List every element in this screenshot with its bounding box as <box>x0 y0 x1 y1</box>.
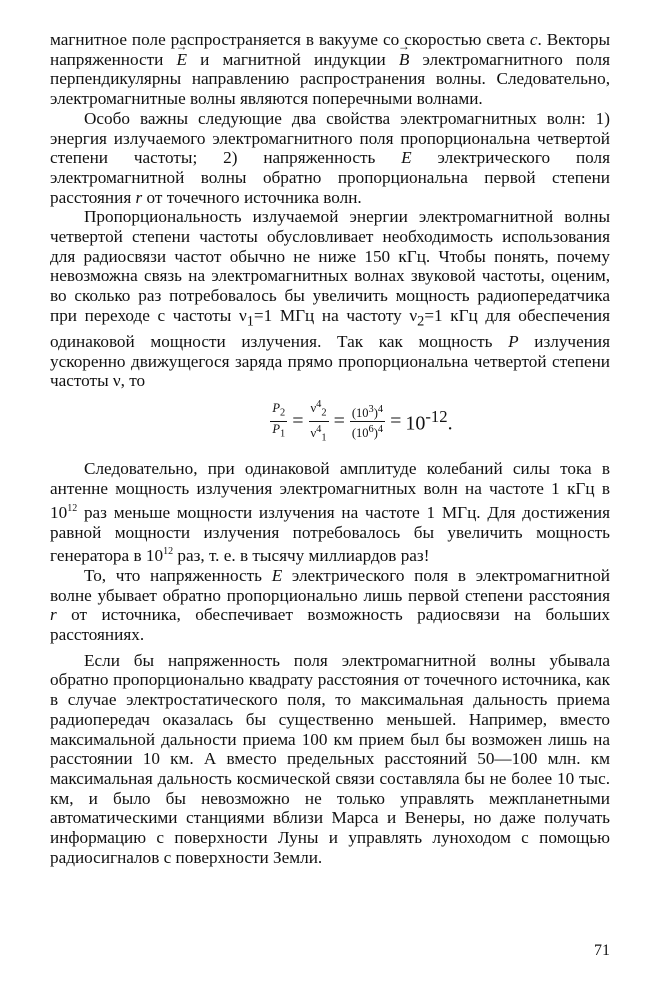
equals-sign: = <box>333 409 345 432</box>
fraction-numerator: $\nu^4_2$ <box>309 397 329 422</box>
paragraph: Особо важны следующие два свойства электромагнитных волн: 1) энергия излучаемого электромагнитного поля пропорциональна четвертой степени частоты; 2) напряженность E электрического поля электромагнитной волны обратно пропорциональна первой степени расстояния r от точечного источника волн. <box>50 108 610 207</box>
fraction-denominator: $(10^6)^4$ <box>351 423 384 440</box>
paragraph: Следовательно, при одинаковой амплитуде колебаний силы тока в антенне мощность излучения электромагнитных волн на частоте 1 кГц в $10^{12}$ раз меньше мощности излучения на частоте 1 МГц. Для достижения равной мощности излучения потребовалось бы увеличить мощность генератора в $10^{12}$ раз, т. е. в тысячу миллиардов раз! <box>50 459 610 566</box>
fraction-denominator: $\nu^4_1$ <box>310 423 327 444</box>
fraction-numerator: $(10^3)^4$ <box>351 403 384 420</box>
fraction-power-ratio <box>270 401 287 441</box>
paragraph: магнитное поле распространяется в вакууме со скоростью света c. Векторы напряженности → E и магнитной индукции → B электромагнитного поля перпендикулярны направлению распространения волны. Следовательно, электромагнитные волны являются поперечными волнами. <box>50 30 610 109</box>
fraction-numerator: $P_2$ <box>270 401 287 422</box>
equals-sign: = <box>292 409 304 432</box>
paragraph: Пропорциональность излучаемой энергии электромагнитной волны четвертой степени частоты обусловливает необходимость использования для радиосвязи частот обычно не ниже 150 кГц. Чтобы понять, почему невозможна связь на электромагнитных волнах звуковой частоты, оценим, во сколько раз потребовалось бы увеличить мощность радиопередатчика при переходе с частоты $\nu_1=1$ МГц на частоту $\nu_2=1$ кГц для обеспечения одинаковой мощности излучения. Так как мощность P излучения ускоренно движущегося заряда прямо пропорциональна четвертой степени частоты ν, то <box>50 207 611 391</box>
fraction-frequency-ratio <box>309 397 329 445</box>
equals-sign: = <box>390 409 402 432</box>
formula <box>110 397 610 445</box>
page-text <box>50 30 610 867</box>
paragraph: То, что напряженность E электрического поля в электромагнитной волне убывает обратно пропорционально лишь первой степени расстояния r от источника, обеспечивает возможность радиосвязи на больших расстояниях. <box>50 565 611 645</box>
formula-result: $10^{-12}$. <box>405 406 453 435</box>
fraction-denominator: $P_1$ <box>272 421 286 440</box>
fraction-numeric-ratio <box>350 402 385 441</box>
paragraph: Если бы напряженность поля электромагнитной волны убывала обратно пропорционально квадрату расстояния от точечного источника, как в случае электростатического поля, то максимальная дальность приема радиопередач оказалась бы существенно меньшей. Например, вместо максимальной дальности приема 100 км прием был бы возможен лишь на расстоянии 10 км. А вместо предельных расстояний 50—100 млн. км максимальная дальность космической связи составляла бы не более 10 тыс. км, и было бы невозможно не только управлять межпланетными автоматическими станциями вблизи Марса и Венеры, но даже получать информацию с поверхности Луны и управлять луноходом с помощью радиосигналов с поверхности Земли. <box>50 650 610 867</box>
page-number: 71 <box>594 942 610 959</box>
